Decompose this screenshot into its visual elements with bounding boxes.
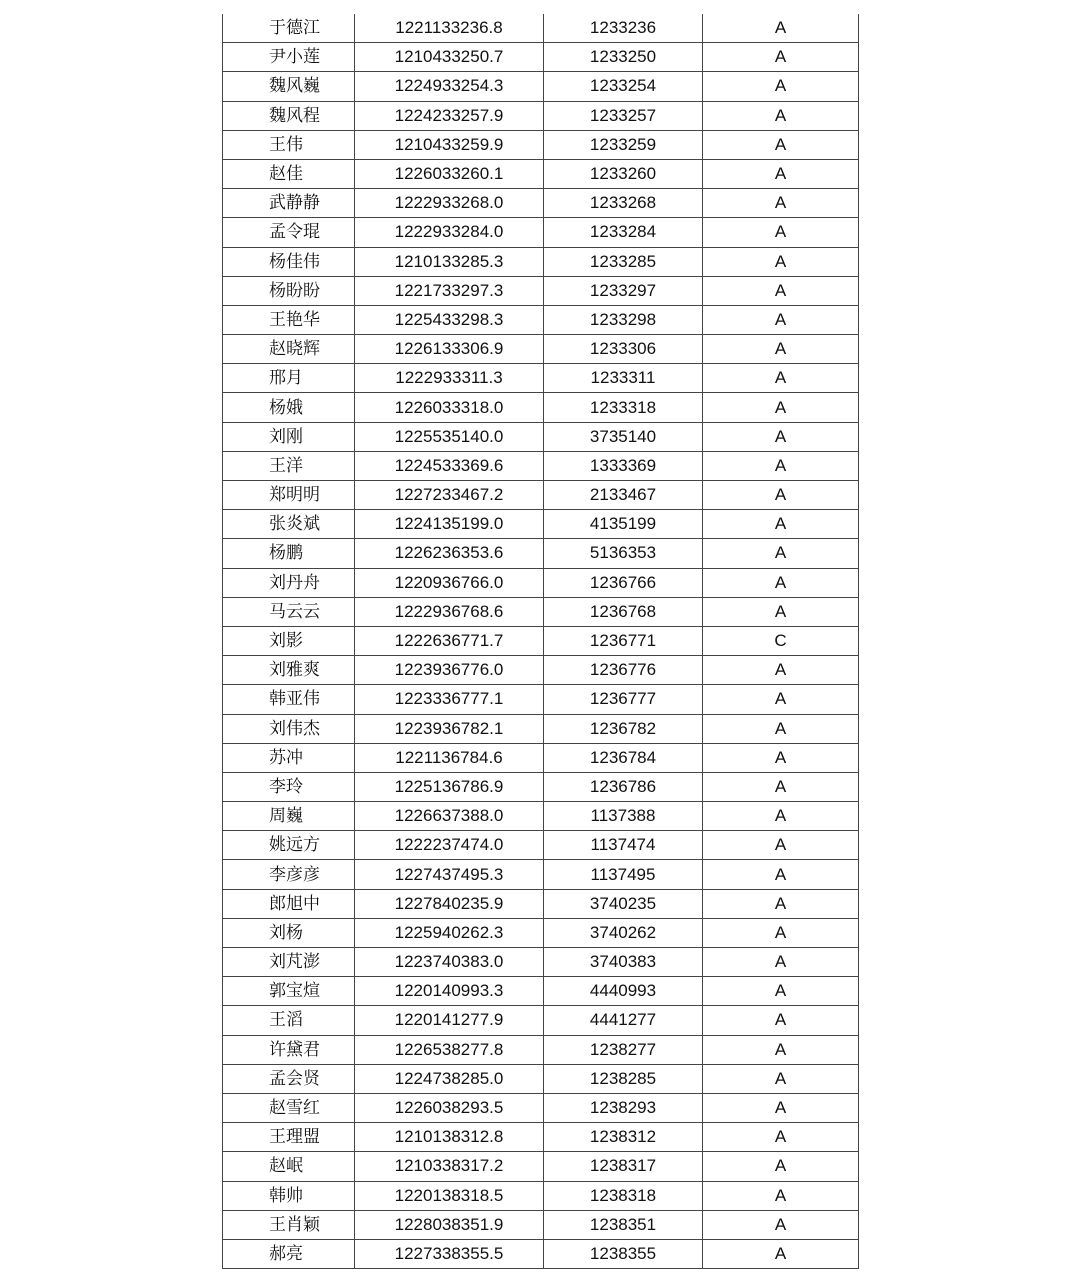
id-number-cell: 1210138312.8 bbox=[355, 1123, 544, 1152]
code-cell: 1238318 bbox=[544, 1181, 703, 1210]
grade-cell: A bbox=[703, 247, 859, 276]
table-row bbox=[223, 451, 859, 480]
grade-cell: A bbox=[703, 860, 859, 889]
table-row bbox=[223, 597, 859, 626]
grade-cell: A bbox=[703, 1239, 859, 1268]
grade-cell: A bbox=[703, 101, 859, 130]
code-cell: 1233318 bbox=[544, 393, 703, 422]
grade-cell: A bbox=[703, 130, 859, 159]
code-cell: 1233284 bbox=[544, 218, 703, 247]
name-cell: 刘雅爽 bbox=[223, 656, 355, 685]
code-cell: 1238285 bbox=[544, 1064, 703, 1093]
table-row bbox=[223, 714, 859, 743]
code-cell: 1238355 bbox=[544, 1239, 703, 1268]
table-row bbox=[223, 568, 859, 597]
table-row bbox=[223, 860, 859, 889]
table-row bbox=[223, 1093, 859, 1122]
id-number-cell: 1222636771.7 bbox=[355, 626, 544, 655]
name-cell: 郭宝煊 bbox=[223, 977, 355, 1006]
table-row bbox=[223, 948, 859, 977]
code-cell: 1236768 bbox=[544, 597, 703, 626]
grade-cell: A bbox=[703, 1006, 859, 1035]
table-row bbox=[223, 1064, 859, 1093]
code-cell: 1233297 bbox=[544, 276, 703, 305]
name-cell: 张炎斌 bbox=[223, 510, 355, 539]
name-cell: 苏冲 bbox=[223, 743, 355, 772]
table-row bbox=[223, 247, 859, 276]
code-cell: 4440993 bbox=[544, 977, 703, 1006]
grade-cell: A bbox=[703, 305, 859, 334]
id-number-cell: 1222933268.0 bbox=[355, 189, 544, 218]
name-cell: 尹小莲 bbox=[223, 43, 355, 72]
id-number-cell: 1222936768.6 bbox=[355, 597, 544, 626]
grade-cell: A bbox=[703, 1123, 859, 1152]
code-cell: 1236766 bbox=[544, 568, 703, 597]
id-number-cell: 1227233467.2 bbox=[355, 481, 544, 510]
table-row bbox=[223, 1035, 859, 1064]
id-number-cell: 1223936776.0 bbox=[355, 656, 544, 685]
id-number-cell: 1227840235.9 bbox=[355, 889, 544, 918]
code-cell: 4135199 bbox=[544, 510, 703, 539]
table-row bbox=[223, 510, 859, 539]
table-row bbox=[223, 159, 859, 188]
code-cell: 1236777 bbox=[544, 685, 703, 714]
name-cell: 王洋 bbox=[223, 451, 355, 480]
name-cell: 王理盟 bbox=[223, 1123, 355, 1152]
grade-cell: A bbox=[703, 481, 859, 510]
table-body bbox=[223, 14, 859, 1269]
grade-cell: A bbox=[703, 539, 859, 568]
code-cell: 1137474 bbox=[544, 831, 703, 860]
id-number-cell: 1222933311.3 bbox=[355, 364, 544, 393]
name-cell: 刘影 bbox=[223, 626, 355, 655]
name-cell: 杨娥 bbox=[223, 393, 355, 422]
table-row bbox=[223, 72, 859, 101]
table-row bbox=[223, 189, 859, 218]
table-row bbox=[223, 276, 859, 305]
name-cell: 赵佳 bbox=[223, 159, 355, 188]
table-row bbox=[223, 918, 859, 947]
grade-cell: A bbox=[703, 393, 859, 422]
code-cell: 1238317 bbox=[544, 1152, 703, 1181]
grade-cell: A bbox=[703, 451, 859, 480]
code-cell: 5136353 bbox=[544, 539, 703, 568]
table-row bbox=[223, 1123, 859, 1152]
grade-cell: A bbox=[703, 977, 859, 1006]
id-number-cell: 1223336777.1 bbox=[355, 685, 544, 714]
code-cell: 1233268 bbox=[544, 189, 703, 218]
code-cell: 1233254 bbox=[544, 72, 703, 101]
name-cell: 魏风程 bbox=[223, 101, 355, 130]
id-number-cell: 1227437495.3 bbox=[355, 860, 544, 889]
grade-cell: A bbox=[703, 889, 859, 918]
code-cell: 1236784 bbox=[544, 743, 703, 772]
code-cell: 1238277 bbox=[544, 1035, 703, 1064]
table-row bbox=[223, 889, 859, 918]
table-row bbox=[223, 1152, 859, 1181]
name-cell: 魏风巍 bbox=[223, 72, 355, 101]
grade-cell: A bbox=[703, 364, 859, 393]
code-cell: 1233250 bbox=[544, 43, 703, 72]
name-cell: 孟会贤 bbox=[223, 1064, 355, 1093]
code-cell: 1233311 bbox=[544, 364, 703, 393]
id-number-cell: 1224738285.0 bbox=[355, 1064, 544, 1093]
grade-cell: A bbox=[703, 656, 859, 685]
results-table-container bbox=[222, 14, 858, 1269]
grade-cell: A bbox=[703, 43, 859, 72]
code-cell: 1233259 bbox=[544, 130, 703, 159]
id-number-cell: 1222237474.0 bbox=[355, 831, 544, 860]
code-cell: 3740383 bbox=[544, 948, 703, 977]
name-cell: 邢月 bbox=[223, 364, 355, 393]
name-cell: 杨鹏 bbox=[223, 539, 355, 568]
name-cell: 刘杨 bbox=[223, 918, 355, 947]
name-cell: 马云云 bbox=[223, 597, 355, 626]
name-cell: 李玲 bbox=[223, 772, 355, 801]
id-number-cell: 1225940262.3 bbox=[355, 918, 544, 947]
id-number-cell: 1224533369.6 bbox=[355, 451, 544, 480]
code-cell: 1238293 bbox=[544, 1093, 703, 1122]
code-cell: 3735140 bbox=[544, 422, 703, 451]
results-table bbox=[222, 14, 859, 1269]
grade-cell: A bbox=[703, 276, 859, 305]
table-row bbox=[223, 977, 859, 1006]
id-number-cell: 1226038293.5 bbox=[355, 1093, 544, 1122]
table-row bbox=[223, 685, 859, 714]
table-row bbox=[223, 305, 859, 334]
table-row bbox=[223, 626, 859, 655]
name-cell: 韩帅 bbox=[223, 1181, 355, 1210]
id-number-cell: 1225535140.0 bbox=[355, 422, 544, 451]
id-number-cell: 1224233257.9 bbox=[355, 101, 544, 130]
id-number-cell: 1225433298.3 bbox=[355, 305, 544, 334]
name-cell: 刘刚 bbox=[223, 422, 355, 451]
grade-cell: A bbox=[703, 14, 859, 43]
grade-cell: A bbox=[703, 1035, 859, 1064]
id-number-cell: 1221733297.3 bbox=[355, 276, 544, 305]
name-cell: 刘丹舟 bbox=[223, 568, 355, 597]
code-cell: 1236786 bbox=[544, 772, 703, 801]
id-number-cell: 1224135199.0 bbox=[355, 510, 544, 539]
id-number-cell: 1227338355.5 bbox=[355, 1239, 544, 1268]
name-cell: 杨盼盼 bbox=[223, 276, 355, 305]
code-cell: 1333369 bbox=[544, 451, 703, 480]
id-number-cell: 1210338317.2 bbox=[355, 1152, 544, 1181]
table-row bbox=[223, 364, 859, 393]
table-row bbox=[223, 1006, 859, 1035]
table-row bbox=[223, 1239, 859, 1268]
id-number-cell: 1223740383.0 bbox=[355, 948, 544, 977]
id-number-cell: 1223936782.1 bbox=[355, 714, 544, 743]
name-cell: 周巍 bbox=[223, 802, 355, 831]
grade-cell: C bbox=[703, 626, 859, 655]
grade-cell: A bbox=[703, 159, 859, 188]
grade-cell: A bbox=[703, 218, 859, 247]
code-cell: 4441277 bbox=[544, 1006, 703, 1035]
id-number-cell: 1228038351.9 bbox=[355, 1210, 544, 1239]
grade-cell: A bbox=[703, 1181, 859, 1210]
code-cell: 1137388 bbox=[544, 802, 703, 831]
code-cell: 1233306 bbox=[544, 335, 703, 364]
name-cell: 王肖颖 bbox=[223, 1210, 355, 1239]
table-row bbox=[223, 43, 859, 72]
grade-cell: A bbox=[703, 1210, 859, 1239]
code-cell: 1233298 bbox=[544, 305, 703, 334]
code-cell: 1233236 bbox=[544, 14, 703, 43]
id-number-cell: 1226133306.9 bbox=[355, 335, 544, 364]
name-cell: 韩亚伟 bbox=[223, 685, 355, 714]
table-row bbox=[223, 393, 859, 422]
name-cell: 郑明明 bbox=[223, 481, 355, 510]
code-cell: 2133467 bbox=[544, 481, 703, 510]
grade-cell: A bbox=[703, 422, 859, 451]
grade-cell: A bbox=[703, 568, 859, 597]
id-number-cell: 1226637388.0 bbox=[355, 802, 544, 831]
grade-cell: A bbox=[703, 335, 859, 364]
id-number-cell: 1221133236.8 bbox=[355, 14, 544, 43]
code-cell: 1137495 bbox=[544, 860, 703, 889]
id-number-cell: 1226538277.8 bbox=[355, 1035, 544, 1064]
name-cell: 杨佳伟 bbox=[223, 247, 355, 276]
id-number-cell: 1220140993.3 bbox=[355, 977, 544, 1006]
code-cell: 1236771 bbox=[544, 626, 703, 655]
table-row bbox=[223, 335, 859, 364]
table-row bbox=[223, 481, 859, 510]
grade-cell: A bbox=[703, 72, 859, 101]
name-cell: 郎旭中 bbox=[223, 889, 355, 918]
id-number-cell: 1222933284.0 bbox=[355, 218, 544, 247]
grade-cell: A bbox=[703, 1093, 859, 1122]
name-cell: 赵岷 bbox=[223, 1152, 355, 1181]
name-cell: 王艳华 bbox=[223, 305, 355, 334]
table-row bbox=[223, 130, 859, 159]
table-row bbox=[223, 218, 859, 247]
id-number-cell: 1226236353.6 bbox=[355, 539, 544, 568]
table-row bbox=[223, 772, 859, 801]
name-cell: 许黛君 bbox=[223, 1035, 355, 1064]
grade-cell: A bbox=[703, 802, 859, 831]
grade-cell: A bbox=[703, 743, 859, 772]
id-number-cell: 1221136784.6 bbox=[355, 743, 544, 772]
code-cell: 1236782 bbox=[544, 714, 703, 743]
name-cell: 郝亮 bbox=[223, 1239, 355, 1268]
id-number-cell: 1226033318.0 bbox=[355, 393, 544, 422]
grade-cell: A bbox=[703, 714, 859, 743]
table-row bbox=[223, 1210, 859, 1239]
id-number-cell: 1220936766.0 bbox=[355, 568, 544, 597]
table-row bbox=[223, 101, 859, 130]
table-row bbox=[223, 656, 859, 685]
name-cell: 李彦彦 bbox=[223, 860, 355, 889]
name-cell: 刘芃澎 bbox=[223, 948, 355, 977]
grade-cell: A bbox=[703, 772, 859, 801]
table-row bbox=[223, 802, 859, 831]
grade-cell: A bbox=[703, 831, 859, 860]
name-cell: 王伟 bbox=[223, 130, 355, 159]
grade-cell: A bbox=[703, 1152, 859, 1181]
table-row bbox=[223, 743, 859, 772]
code-cell: 1238351 bbox=[544, 1210, 703, 1239]
grade-cell: A bbox=[703, 189, 859, 218]
id-number-cell: 1225136786.9 bbox=[355, 772, 544, 801]
table-row bbox=[223, 14, 859, 43]
grade-cell: A bbox=[703, 918, 859, 947]
code-cell: 1236776 bbox=[544, 656, 703, 685]
grade-cell: A bbox=[703, 597, 859, 626]
code-cell: 1238312 bbox=[544, 1123, 703, 1152]
name-cell: 王滔 bbox=[223, 1006, 355, 1035]
grade-cell: A bbox=[703, 510, 859, 539]
code-cell: 1233260 bbox=[544, 159, 703, 188]
table-row bbox=[223, 422, 859, 451]
id-number-cell: 1224933254.3 bbox=[355, 72, 544, 101]
grade-cell: A bbox=[703, 1064, 859, 1093]
id-number-cell: 1220138318.5 bbox=[355, 1181, 544, 1210]
name-cell: 赵雪红 bbox=[223, 1093, 355, 1122]
table-row bbox=[223, 1181, 859, 1210]
grade-cell: A bbox=[703, 685, 859, 714]
code-cell: 3740262 bbox=[544, 918, 703, 947]
code-cell: 1233257 bbox=[544, 101, 703, 130]
table-row bbox=[223, 831, 859, 860]
id-number-cell: 1210133285.3 bbox=[355, 247, 544, 276]
name-cell: 赵晓辉 bbox=[223, 335, 355, 364]
grade-cell: A bbox=[703, 948, 859, 977]
id-number-cell: 1220141277.9 bbox=[355, 1006, 544, 1035]
name-cell: 孟令琨 bbox=[223, 218, 355, 247]
table-row bbox=[223, 539, 859, 568]
code-cell: 1233285 bbox=[544, 247, 703, 276]
id-number-cell: 1210433250.7 bbox=[355, 43, 544, 72]
code-cell: 3740235 bbox=[544, 889, 703, 918]
id-number-cell: 1226033260.1 bbox=[355, 159, 544, 188]
id-number-cell: 1210433259.9 bbox=[355, 130, 544, 159]
name-cell: 武静静 bbox=[223, 189, 355, 218]
name-cell: 刘伟杰 bbox=[223, 714, 355, 743]
name-cell: 于德江 bbox=[223, 14, 355, 43]
name-cell: 姚远方 bbox=[223, 831, 355, 860]
